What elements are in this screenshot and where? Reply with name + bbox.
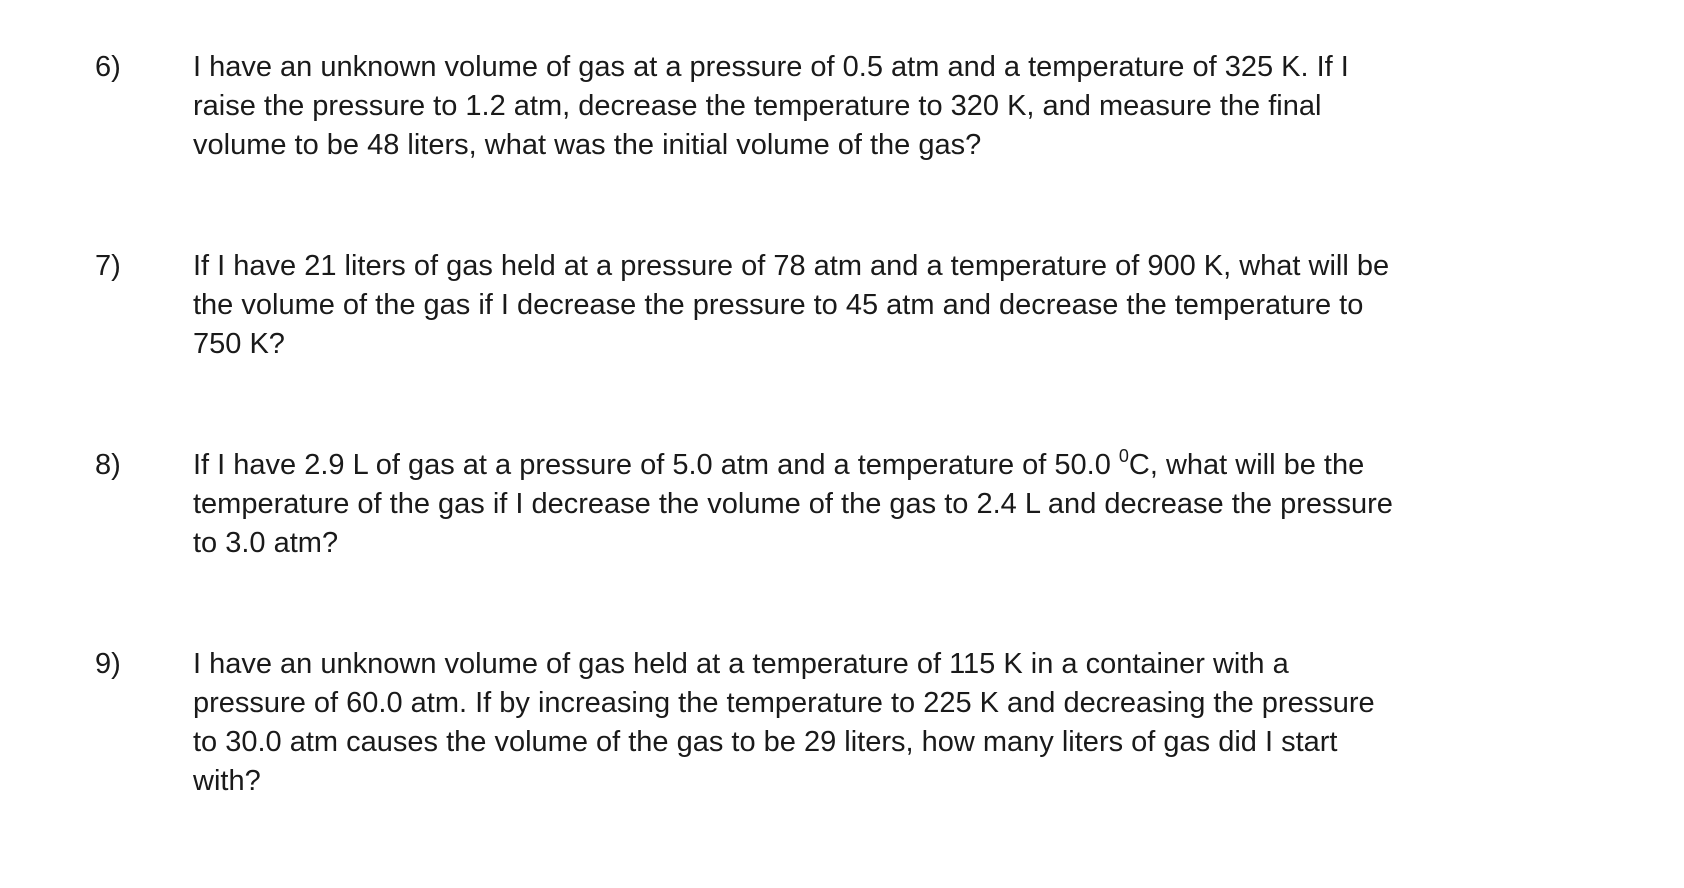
question-text [193,48,1573,165]
degree-superscript: 0 [1118,446,1129,466]
question-text [193,446,1573,563]
question-text [193,645,1573,801]
question-line: to 30.0 atm causes the volume of the gas to be 29 liters, how many liters of gas did I start [193,726,1338,758]
question-number: 8) [95,449,121,481]
question-line: volume to be 48 liters, what was the initial volume of the gas? [193,129,982,161]
question-line [193,446,1573,485]
question-line: the volume of the gas if I decrease the pressure to 45 atm and decrease the temperature to [193,289,1364,321]
question-line: If I have 21 liters of gas held at a pressure of 78 atm and a temperature of 900 K, what will be [193,250,1390,282]
question-number: 7) [95,250,121,282]
question-line: raise the pressure to 1.2 atm, decrease the temperature to 320 K, and measure the final [193,90,1322,122]
question-line: I have an unknown volume of gas at a pressure of 0.5 atm and a temperature of 325 K. If I [193,51,1349,83]
question-line: with? [193,765,261,797]
question-line: pressure of 60.0 atm. If by increasing the temperature to 225 K and decreasing the pressure [193,687,1375,719]
question-number: 9) [95,648,121,680]
question-line: 750 K? [193,328,285,360]
question-text [193,247,1573,364]
question-number: 6) [95,51,121,83]
question-line: to 3.0 atm? [193,527,339,559]
question-line-part: C, what will be the [1128,449,1365,481]
question-line-part: If I have 2.9 L of gas at a pressure of 5.0 atm and a temperature of 50.0 [193,449,1119,481]
question-line: I have an unknown volume of gas held at a temperature of 115 K in a container with a [193,648,1289,680]
question-line: temperature of the gas if I decrease the volume of the gas to 2.4 L and decrease the pressure [193,488,1393,520]
